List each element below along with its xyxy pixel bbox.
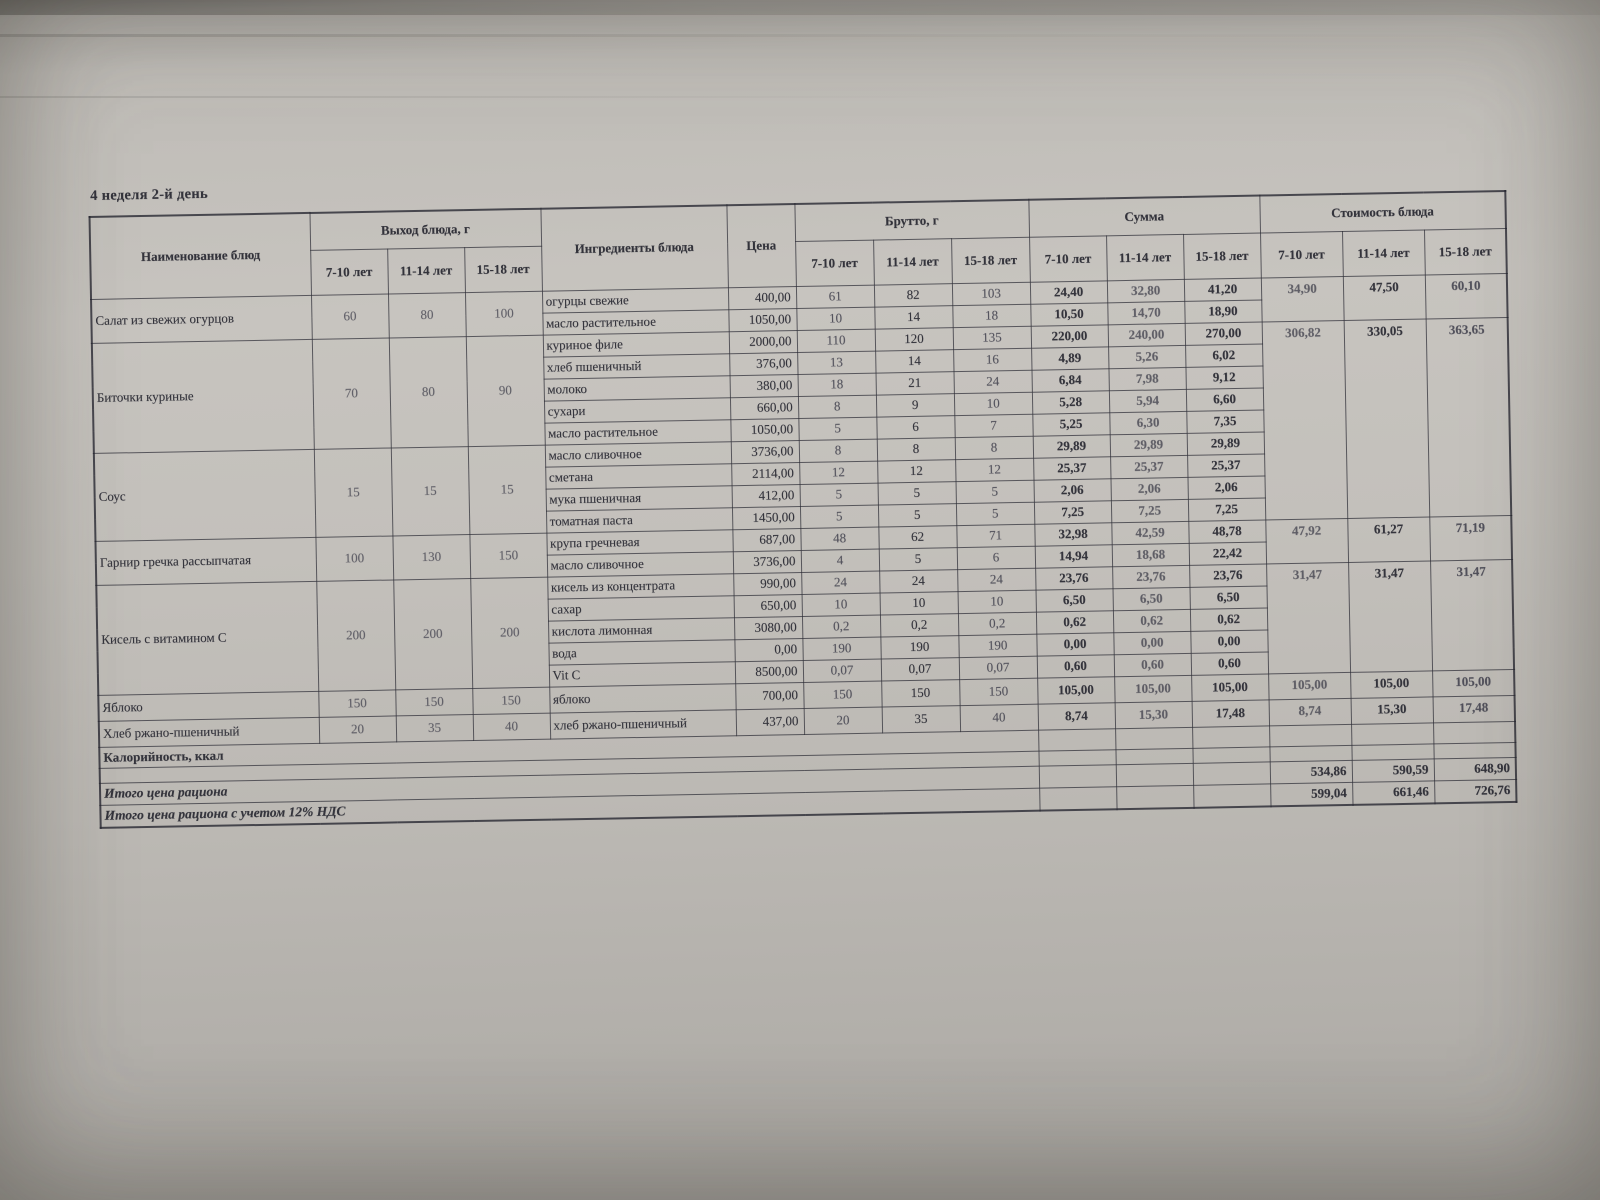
cell-sum-value: 7,98 (1109, 367, 1186, 390)
footer-empty-cell (1115, 727, 1192, 749)
cell-sum-value: 10,50 (1030, 303, 1107, 326)
cell-sum-value: 220,00 (1031, 325, 1108, 348)
cell-gross-value: 10 (796, 307, 874, 330)
cell-sum-value: 0,60 (1037, 655, 1114, 678)
cell-dish-cost: 105,00 (1268, 672, 1350, 699)
cell-gross-value: 5 (800, 505, 878, 528)
cell-sum-value: 0,62 (1190, 608, 1267, 631)
header-age-gross-1: 7-10 лет (795, 240, 874, 286)
cell-output-value: 15 (314, 448, 393, 537)
cell-gross-value: 10 (954, 392, 1032, 415)
cell-ingredient-name: яблоко (549, 684, 735, 713)
cell-price: 2114,00 (731, 463, 799, 486)
cell-ingredient-name: хлеб пшеничный (543, 354, 729, 379)
cell-gross-value: 0,07 (959, 656, 1037, 679)
cell-output-value: 80 (389, 337, 468, 448)
cell-gross-value: 48 (800, 527, 878, 550)
cell-sum-value: 0,00 (1113, 631, 1190, 654)
cell-dish-cost: 17,48 (1433, 695, 1515, 722)
cell-ingredient-name: Vit C (549, 662, 735, 687)
cell-gross-value: 62 (878, 526, 956, 549)
cell-sum-value: 6,30 (1109, 411, 1186, 434)
header-age-sum-3: 15-18 лет (1183, 233, 1261, 279)
cell-sum-value: 5,25 (1032, 413, 1109, 436)
cell-price: 1050,00 (728, 309, 796, 332)
cell-gross-value: 150 (803, 681, 881, 708)
cell-ingredient-name: хлеб ржано-пшеничный (550, 710, 736, 739)
cell-sum-value: 0,60 (1191, 652, 1268, 675)
cell-gross-value: 5 (878, 482, 956, 505)
header-age-sum-1: 7-10 лет (1029, 236, 1107, 282)
header-age-gross-3: 15-18 лет (951, 237, 1030, 283)
cell-sum-value: 29,89 (1033, 435, 1110, 458)
cell-price: 990,00 (733, 572, 801, 595)
cell-gross-value: 5 (956, 502, 1034, 525)
cell-sum-value: 7,25 (1188, 498, 1265, 521)
cell-dish-cost: 60,10 (1425, 274, 1508, 319)
cell-gross-value: 35 (882, 706, 960, 733)
cell-sum-value: 25,37 (1187, 454, 1264, 477)
cell-gross-value: 24 (954, 370, 1032, 393)
header-dish-name: Наименование блюд (90, 213, 311, 300)
cell-dish-cost: 34,90 (1261, 277, 1344, 322)
cell-price: 687,00 (732, 529, 800, 552)
cell-dish-cost: 71,19 (1429, 515, 1512, 560)
cell-ingredient-name: кислота лимонная (548, 618, 734, 643)
cell-price: 3736,00 (733, 550, 801, 573)
cell-ingredient-name: огурцы свежие (542, 288, 728, 313)
footer-empty-cell (1193, 784, 1270, 808)
cell-gross-value: 5 (798, 417, 876, 440)
cell-sum-value: 6,02 (1185, 344, 1262, 367)
header-ingredients: Ингредиенты блюда (540, 205, 727, 291)
cell-gross-value: 14 (874, 306, 952, 329)
footer-value: 726,76 (1434, 779, 1516, 803)
footer-empty-cell (1116, 763, 1193, 786)
cell-gross-value: 14 (875, 350, 953, 373)
cell-gross-value: 12 (877, 460, 955, 483)
cell-gross-value: 82 (874, 284, 952, 307)
cell-price: 2000,00 (729, 331, 797, 354)
cell-dish-name: Хлеб ржано-пшеничный (99, 717, 319, 747)
footer-label: Итого цена рациона (100, 766, 1039, 805)
cell-gross-value: 18 (952, 304, 1030, 327)
cell-output-value: 20 (319, 716, 396, 743)
footer-empty-cell (1192, 726, 1269, 748)
header-age-output-1: 7-10 лет (310, 249, 388, 295)
footer-value (1269, 724, 1351, 746)
cell-ingredient-name: сухари (544, 398, 730, 423)
cell-ingredient-name: мука пшеничная (546, 486, 732, 511)
cell-gross-value: 0,2 (802, 615, 880, 638)
cell-ingredient-name: вода (548, 640, 734, 665)
cell-sum-value: 6,50 (1036, 589, 1113, 612)
cell-gross-value: 5 (956, 480, 1034, 503)
cell-sum-value: 6,50 (1190, 586, 1267, 609)
cell-gross-value: 9 (876, 394, 954, 417)
cell-dish-cost: 47,92 (1265, 518, 1348, 563)
header-age-cost-2: 11-14 лет (1342, 230, 1425, 276)
cell-gross-value: 190 (958, 634, 1036, 657)
cell-dish-cost: 105,00 (1432, 669, 1514, 696)
cell-dish-cost: 330,05 (1344, 319, 1430, 518)
cell-price: 660,00 (730, 397, 798, 420)
cell-dish-cost: 363,65 (1426, 318, 1512, 517)
cell-output-value: 200 (470, 577, 549, 688)
cell-price: 380,00 (730, 375, 798, 398)
footer-empty-cell (1038, 729, 1115, 751)
cell-output-value: 80 (388, 293, 466, 338)
footer-empty-cell (1039, 787, 1116, 811)
cell-gross-value: 5 (800, 483, 878, 506)
cell-gross-value: 150 (881, 680, 959, 707)
cell-gross-value: 12 (799, 461, 877, 484)
cell-price: 8500,00 (735, 660, 803, 683)
cell-sum-value: 7,25 (1111, 499, 1188, 522)
header-output-group: Выход блюда, г (309, 209, 541, 251)
cell-dish-cost: 31,47 (1348, 561, 1432, 672)
cell-sum-value: 105,00 (1114, 675, 1191, 702)
menu-cost-table (89, 190, 1518, 829)
header-gross-group: Брутто, г (794, 200, 1029, 242)
cell-price: 412,00 (732, 485, 800, 508)
cell-sum-value: 29,89 (1110, 433, 1187, 456)
header-age-gross-2: 11-14 лет (873, 239, 952, 285)
paper-crease (0, 34, 1600, 37)
footer-empty-cell (1115, 748, 1192, 764)
cell-gross-value: 21 (876, 372, 954, 395)
cell-sum-value: 42,59 (1111, 521, 1188, 544)
cell-ingredient-name: молоко (544, 376, 730, 401)
menu-table-body (91, 274, 1515, 748)
cell-sum-value: 7,35 (1186, 410, 1263, 433)
cell-dish-cost: 47,50 (1343, 275, 1426, 320)
cell-gross-value: 7 (954, 414, 1032, 437)
cell-gross-value: 4 (801, 549, 879, 572)
cell-dish-cost: 31,47 (1430, 559, 1514, 670)
footer-value: 661,46 (1352, 781, 1434, 805)
cell-dish-cost: 306,82 (1262, 321, 1348, 520)
cell-price: 3080,00 (734, 616, 802, 639)
footer-value (1269, 745, 1351, 762)
footer-value: 534,86 (1270, 760, 1352, 783)
cell-sum-value: 2,06 (1188, 476, 1265, 499)
cell-sum-value: 0,62 (1036, 611, 1113, 634)
cell-sum-value: 15,30 (1115, 701, 1192, 728)
cell-gross-value: 10 (802, 593, 880, 616)
cell-sum-value: 4,89 (1031, 347, 1108, 370)
cell-output-value: 150 (472, 687, 549, 714)
cell-dish-cost: 31,47 (1266, 562, 1350, 673)
cell-gross-value: 190 (802, 637, 880, 660)
header-age-output-3: 15-18 лет (464, 246, 542, 292)
document-sheet (88, 162, 1536, 829)
header-age-cost-3: 15-18 лет (1424, 229, 1507, 275)
footer-label: Итого цена рациона с учетом 12% НДС (100, 788, 1039, 828)
cell-ingredient-name: сметана (545, 464, 731, 489)
cell-sum-value: 270,00 (1185, 322, 1262, 345)
cell-sum-value: 25,37 (1033, 457, 1110, 480)
cell-ingredient-name: масло растительное (544, 420, 730, 445)
cell-sum-value: 18,90 (1184, 300, 1261, 323)
cell-price: 700,00 (735, 682, 803, 709)
cell-dish-name: Яблоко (98, 691, 318, 721)
cell-output-value: 90 (466, 335, 545, 446)
cell-sum-value: 14,94 (1035, 545, 1112, 568)
cell-sum-value: 32,80 (1107, 279, 1184, 302)
cell-gross-value: 150 (959, 678, 1037, 705)
footer-empty-cell (1192, 747, 1269, 763)
cell-sum-value: 23,76 (1112, 565, 1189, 588)
cell-output-value: 200 (316, 580, 395, 691)
cell-gross-value: 135 (953, 326, 1031, 349)
cell-gross-value: 5 (879, 548, 957, 571)
cell-dish-cost: 15,30 (1351, 697, 1433, 724)
cell-sum-value: 105,00 (1191, 674, 1268, 701)
cell-price: 437,00 (736, 708, 804, 735)
cell-output-value: 35 (396, 715, 473, 742)
cell-sum-value: 0,60 (1114, 653, 1191, 676)
cell-output-value: 40 (473, 713, 550, 740)
footer-value: 599,04 (1270, 782, 1352, 806)
cell-ingredient-name: кисель из концентрата (547, 574, 733, 599)
footer-empty-cell (1039, 750, 1116, 766)
footer-value (1351, 744, 1433, 761)
cell-gross-value: 16 (953, 348, 1031, 371)
cell-gross-value: 8 (955, 436, 1033, 459)
cell-gross-value: 24 (879, 570, 957, 593)
cell-gross-value: 24 (957, 568, 1035, 591)
cell-sum-value: 7,25 (1034, 501, 1111, 524)
cell-sum-value: 23,76 (1189, 564, 1266, 587)
cell-output-value: 15 (391, 447, 470, 536)
cell-gross-value: 6 (876, 416, 954, 439)
cell-ingredient-name: сахар (548, 596, 734, 621)
cell-gross-value: 6 (957, 546, 1035, 569)
footer-empty-cell (1039, 765, 1116, 788)
cell-ingredient-name: масло сливочное (547, 552, 733, 577)
photo-top-shadow (0, 0, 1600, 15)
cell-price: 1050,00 (730, 419, 798, 442)
header-sum-group: Сумма (1028, 196, 1260, 238)
cell-gross-value: 8 (799, 439, 877, 462)
footer-value (1433, 742, 1515, 759)
footer-label: Калорийность, ккал (99, 730, 1038, 768)
cell-dish-name: Гарнир гречка рассыпчатая (95, 537, 316, 585)
cell-output-value: 70 (312, 338, 391, 449)
cell-dish-name: Соус (94, 449, 316, 541)
paper-crease (0, 96, 960, 98)
cell-gross-value: 10 (958, 590, 1036, 613)
cell-gross-value: 5 (878, 504, 956, 527)
cell-sum-value: 29,89 (1187, 432, 1264, 455)
cell-ingredient-name: масло сливочное (545, 442, 731, 467)
cell-dish-cost: 105,00 (1350, 671, 1432, 698)
cell-sum-value: 2,06 (1111, 477, 1188, 500)
cell-gross-value: 110 (797, 329, 875, 352)
cell-sum-value: 5,28 (1032, 391, 1109, 414)
cell-ingredient-name: куриное филе (543, 332, 729, 357)
cell-price: 376,00 (729, 353, 797, 376)
cell-output-value: 150 (318, 690, 395, 717)
cell-gross-value: 10 (880, 592, 958, 615)
cell-output-value: 100 (315, 536, 393, 581)
cell-sum-value: 14,70 (1107, 301, 1184, 324)
header-cost-group: Стоимость блюда (1259, 191, 1506, 233)
cell-sum-value: 48,78 (1188, 520, 1265, 543)
footer-value: 648,90 (1434, 757, 1516, 780)
cell-output-value: 15 (468, 445, 547, 534)
cell-gross-value: 0,2 (958, 612, 1036, 635)
cell-output-value: 150 (395, 689, 472, 716)
cell-price: 400,00 (728, 287, 796, 310)
cell-price: 3736,00 (731, 441, 799, 464)
cell-sum-value: 18,68 (1112, 543, 1189, 566)
cell-gross-value: 120 (875, 328, 953, 351)
page-title: 4 неделя 2-й день (89, 185, 209, 204)
cell-gross-value: 18 (798, 373, 876, 396)
cell-gross-value: 61 (796, 285, 874, 308)
cell-sum-value: 0,62 (1113, 609, 1190, 632)
cell-sum-value: 5,94 (1109, 389, 1186, 412)
cell-gross-value: 20 (804, 707, 882, 734)
cell-sum-value: 24,40 (1030, 281, 1107, 304)
cell-sum-value: 6,84 (1032, 369, 1109, 392)
cell-gross-value: 8 (798, 395, 876, 418)
cell-gross-value: 12 (955, 458, 1033, 481)
cell-sum-value: 32,98 (1034, 523, 1111, 546)
cell-dish-cost: 61,27 (1347, 517, 1430, 562)
cell-gross-value: 71 (956, 524, 1034, 547)
cell-gross-value: 40 (960, 704, 1038, 731)
cell-sum-value: 240,00 (1108, 323, 1185, 346)
cell-price: 1450,00 (732, 507, 800, 530)
header-price: Цена (726, 204, 796, 288)
cell-output-value: 100 (465, 291, 543, 336)
cell-ingredient-name: томатная паста (546, 508, 732, 533)
cell-output-value: 200 (393, 579, 472, 690)
cell-sum-value: 23,76 (1035, 567, 1112, 590)
cell-gross-value: 0,2 (880, 614, 958, 637)
footer-empty-cell (1116, 785, 1193, 809)
cell-dish-name: Биточки куриные (92, 339, 314, 453)
header-age-sum-2: 11-14 лет (1106, 234, 1184, 280)
cell-sum-value: 6,60 (1186, 388, 1263, 411)
cell-gross-value: 190 (880, 636, 958, 659)
cell-gross-value: 0,07 (803, 659, 881, 682)
cell-gross-value: 13 (797, 351, 875, 374)
cell-sum-value: 0,00 (1190, 630, 1267, 653)
cell-sum-value: 8,74 (1038, 703, 1115, 730)
footer-empty-cell (1193, 762, 1270, 785)
cell-output-value: 130 (392, 535, 470, 580)
cell-output-value: 150 (469, 533, 547, 578)
cell-gross-value: 103 (952, 282, 1030, 305)
cell-sum-value: 105,00 (1037, 677, 1114, 704)
cell-sum-value: 2,06 (1034, 479, 1111, 502)
cell-gross-value: 0,07 (881, 658, 959, 681)
cell-price: 0,00 (734, 638, 802, 661)
cell-sum-value: 25,37 (1110, 455, 1187, 478)
cell-ingredient-name: крупа гречневая (546, 530, 732, 555)
cell-dish-name: Салат из свежих огурцов (91, 295, 312, 343)
footer-value (1351, 723, 1433, 745)
footer-value (1433, 721, 1515, 743)
cell-output-value: 60 (311, 294, 389, 339)
cell-sum-value: 41,20 (1184, 278, 1261, 301)
cell-sum-value: 5,26 (1108, 345, 1185, 368)
cell-sum-value: 17,48 (1192, 700, 1269, 727)
cell-dish-cost: 8,74 (1269, 698, 1351, 725)
cell-sum-value: 22,42 (1189, 542, 1266, 565)
cell-sum-value: 9,12 (1186, 366, 1263, 389)
cell-sum-value: 0,00 (1036, 633, 1113, 656)
cell-gross-value: 24 (801, 571, 879, 594)
cell-dish-name: Кисель с витамином С (96, 581, 318, 695)
header-age-cost-1: 7-10 лет (1260, 232, 1343, 278)
cell-gross-value: 8 (877, 438, 955, 461)
cell-price: 650,00 (734, 594, 802, 617)
footer-value: 590,59 (1352, 759, 1434, 782)
header-age-output-2: 11-14 лет (387, 248, 465, 294)
cell-sum-value: 6,50 (1113, 587, 1190, 610)
cell-ingredient-name: масло растительное (542, 310, 728, 335)
